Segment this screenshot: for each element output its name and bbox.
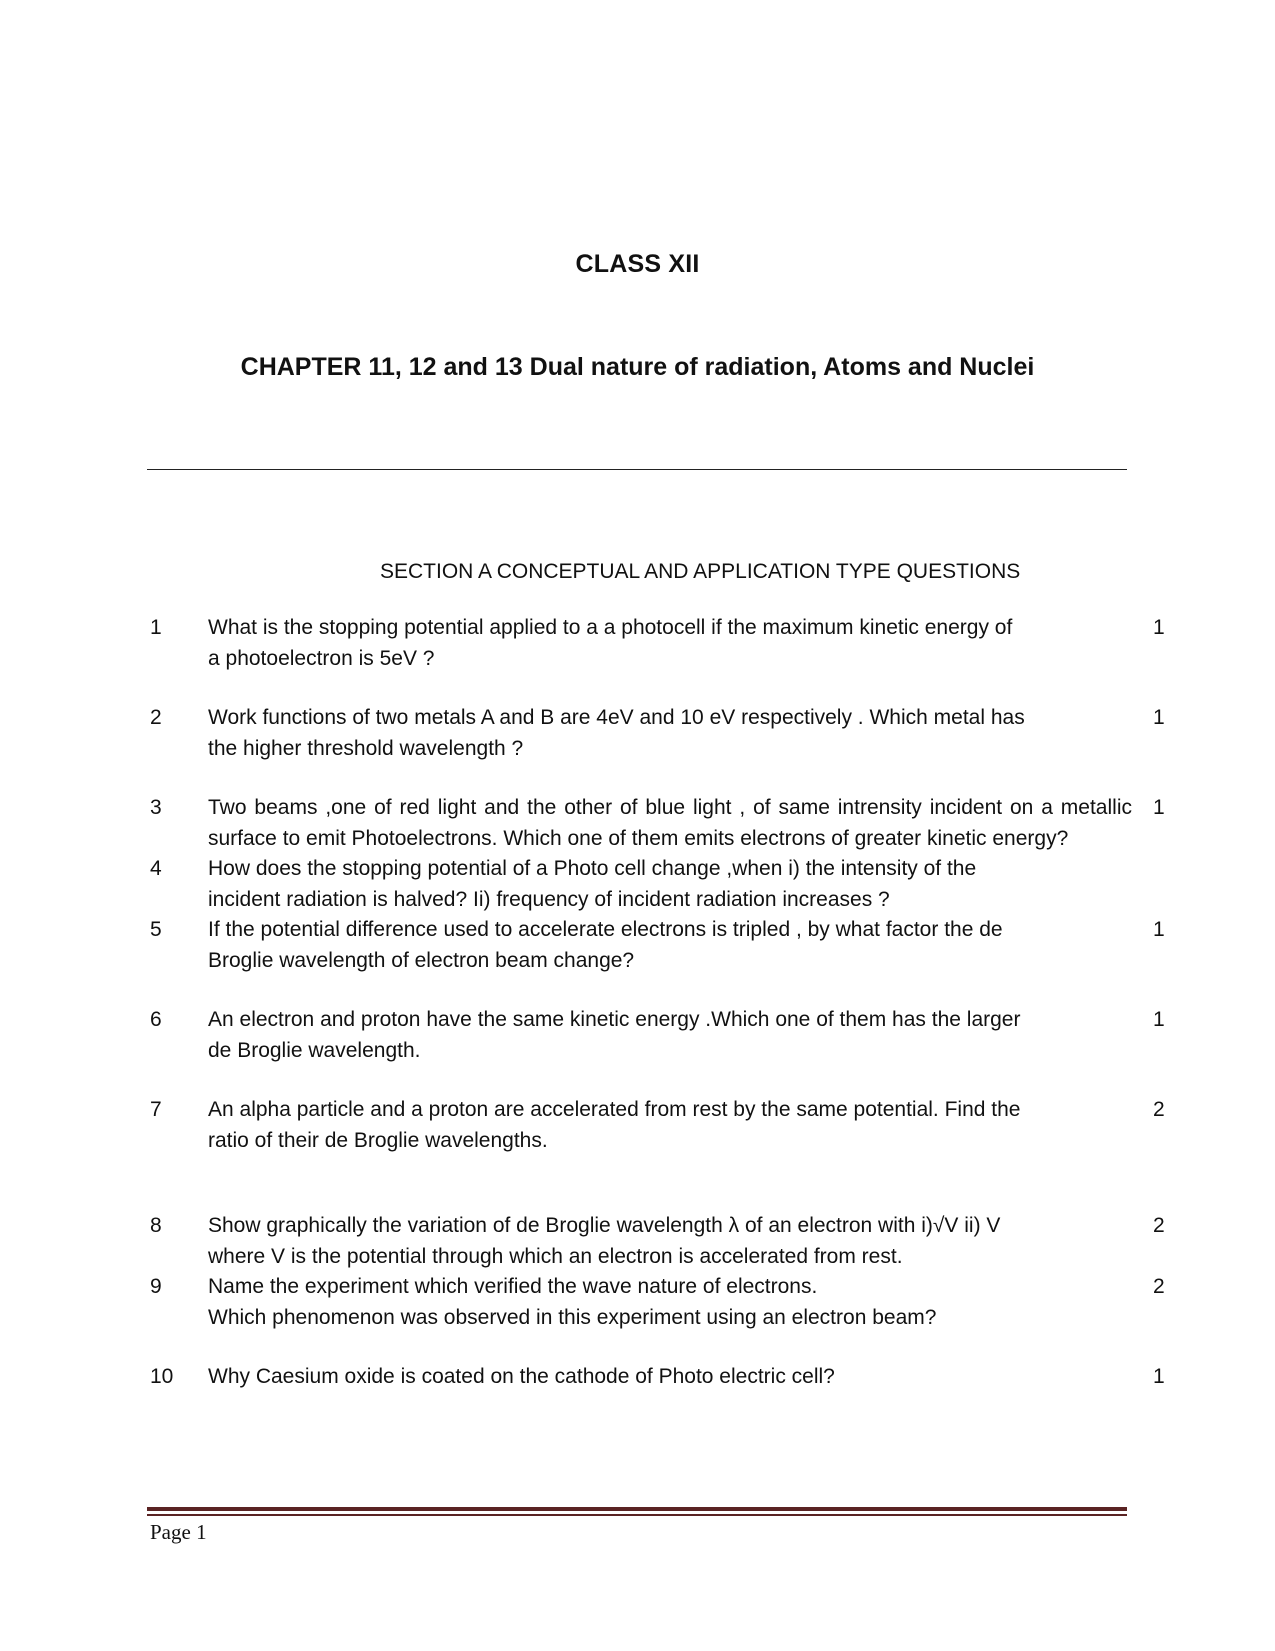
question-number: 1 [150,616,162,639]
section-title: SECTION A CONCEPTUAL AND APPLICATION TYPE QUESTIONS [380,560,1021,583]
question-marks: 1 [1153,796,1165,819]
page-number: Page 1 [150,1520,207,1544]
question-line: Broglie wavelength of electron beam change? [208,948,635,972]
question-text [208,1095,1132,1156]
question-row [0,915,1275,976]
question-row [0,703,1275,764]
question-marks: 1 [1153,616,1165,639]
question-text [208,1362,1132,1393]
question-number: 6 [150,1008,162,1031]
question-line: de Broglie wavelength. [208,1038,421,1062]
question-row [0,1095,1275,1156]
question-line: incident radiation is halved? Ii) frequency of incident radiation increases ? [208,887,890,911]
question-text [208,1005,1132,1066]
question-number: 10 [150,1365,174,1388]
question-text [208,613,1132,674]
question-line: An electron and proton have the same kinetic energy .Which one of them has the larger [208,1008,1021,1031]
question-marks: 2 [1153,1098,1165,1121]
question-number: 2 [150,706,162,729]
question-line: How does the stopping potential of a Photo cell change ,when i) the intensity of the [208,857,977,880]
question-row [0,1005,1275,1066]
question-row [0,793,1275,854]
class-title: CLASS XII [575,250,700,278]
question-line: Show graphically the variation of de Broglie wavelength λ of an electron with i)√V ii) V [208,1214,1001,1237]
question-text [208,793,1132,854]
question-number: 4 [150,857,162,880]
question-row [0,854,1275,915]
question-row [0,613,1275,674]
question-marks: 1 [1153,1365,1165,1388]
question-number: 8 [150,1214,162,1237]
chapter-title: CHAPTER 11, 12 and 13 Dual nature of radiation, Atoms and Nuclei [240,353,1035,381]
question-line: Work functions of two metals A and B are 4eV and 10 eV respectively . Which metal has [208,706,1025,729]
question-text [208,1272,1132,1333]
question-marks: 2 [1153,1214,1165,1237]
question-line: a photoelectron is 5eV ? [208,646,435,670]
question-line: ratio of their de Broglie wavelengths. [208,1128,548,1152]
question-line: Name the experiment which verified the wave nature of electrons. [208,1275,818,1298]
footer-divider-thick [147,1507,1127,1511]
question-number: 5 [150,918,162,941]
question-row [0,1362,1275,1393]
question-number: 3 [150,796,162,819]
question-list [0,613,1275,1393]
question-line: Why Caesium oxide is coated on the cathode of Photo electric cell? [208,1365,835,1388]
question-number: 9 [150,1275,162,1298]
question-line: Two beams ,one of red light and the other of blue light , of same intrensity incident on a metallic surface to emit Photoelectrons. Which one of them emits electrons of greater kinetic energy? [208,796,1132,850]
question-line: the higher threshold wavelength ? [208,736,524,760]
question-text [208,1211,1132,1272]
question-text [208,854,1132,915]
question-marks: 1 [1153,1008,1165,1031]
footer-divider-thin [147,1514,1127,1516]
question-line: where V is the potential through which an electron is accelerated from rest. [208,1244,903,1268]
question-marks: 1 [1153,706,1165,729]
question-text [208,915,1132,976]
question-number: 7 [150,1098,162,1121]
question-line: What is the stopping potential applied to a a photocell if the maximum kinetic energy of [208,616,1013,639]
header-divider [147,469,1127,470]
question-line: An alpha particle and a proton are accelerated from rest by the same potential. Find the [208,1098,1021,1121]
question-line: Which phenomenon was observed in this experiment using an electron beam? [208,1305,937,1329]
question-marks: 1 [1153,918,1165,941]
question-line: If the potential difference used to accelerate electrons is tripled , by what factor the de [208,918,1003,941]
question-marks: 2 [1153,1275,1165,1298]
question-row [0,1211,1275,1272]
question-row [0,1272,1275,1333]
question-text [208,703,1132,764]
